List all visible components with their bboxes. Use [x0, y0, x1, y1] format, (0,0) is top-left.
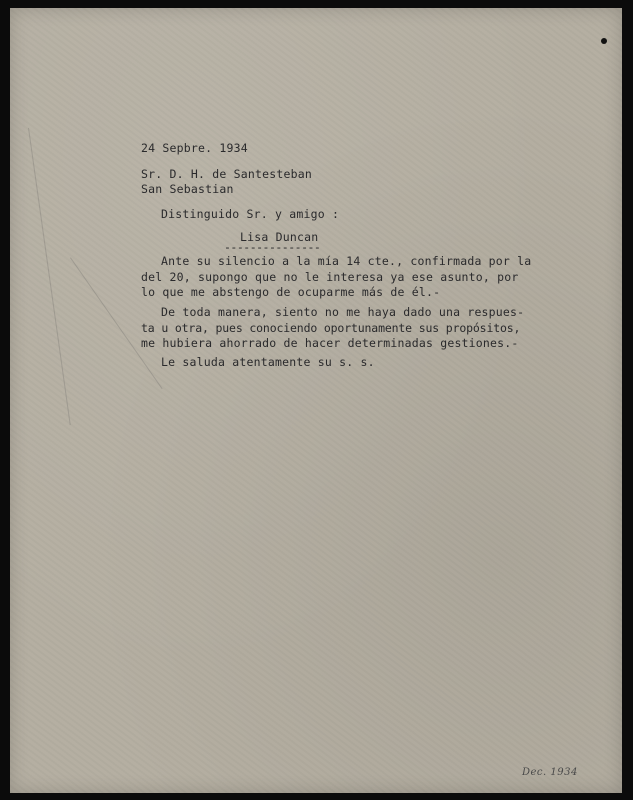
paragraph-1-line-2: del 20, supongo que no le interesa ya ese asunto, por — [141, 270, 519, 284]
recipient-city: San Sebastian — [141, 182, 234, 196]
paragraph-1-line-3: lo que me abstengo de ocuparme más de él.- — [141, 285, 441, 299]
paragraph-2-line-1: De toda manera, siento no me haya dado una respues- — [161, 305, 525, 319]
recipient-name: Sr. D. H. de Santesteban — [141, 167, 312, 181]
letter-date: 24 Sepbre. 1934 — [141, 141, 248, 155]
subject-underline: --------------- — [224, 240, 321, 254]
paragraph-2-line-3: me hubiera ahorrado de hacer determinadas gestiones.- — [141, 336, 519, 350]
paragraph-1-line-1: Ante su silencio a la mía 14 cte., confirmada por la — [161, 254, 532, 268]
salutation: Distinguido Sr. y amigo : — [161, 207, 340, 221]
letter-sheet — [10, 8, 622, 793]
paper-crease — [28, 128, 71, 425]
punch-hole — [601, 38, 607, 44]
paragraph-2-line-2: ta u otra, pues conociendo oportunamente sus propósitos, — [141, 321, 521, 335]
archive-handwritten-note: Dec. 1934 — [522, 767, 578, 778]
closing-line: Le saluda atentamente su s. s. — [161, 355, 375, 369]
subject-line: Lisa Duncan — [240, 230, 319, 244]
